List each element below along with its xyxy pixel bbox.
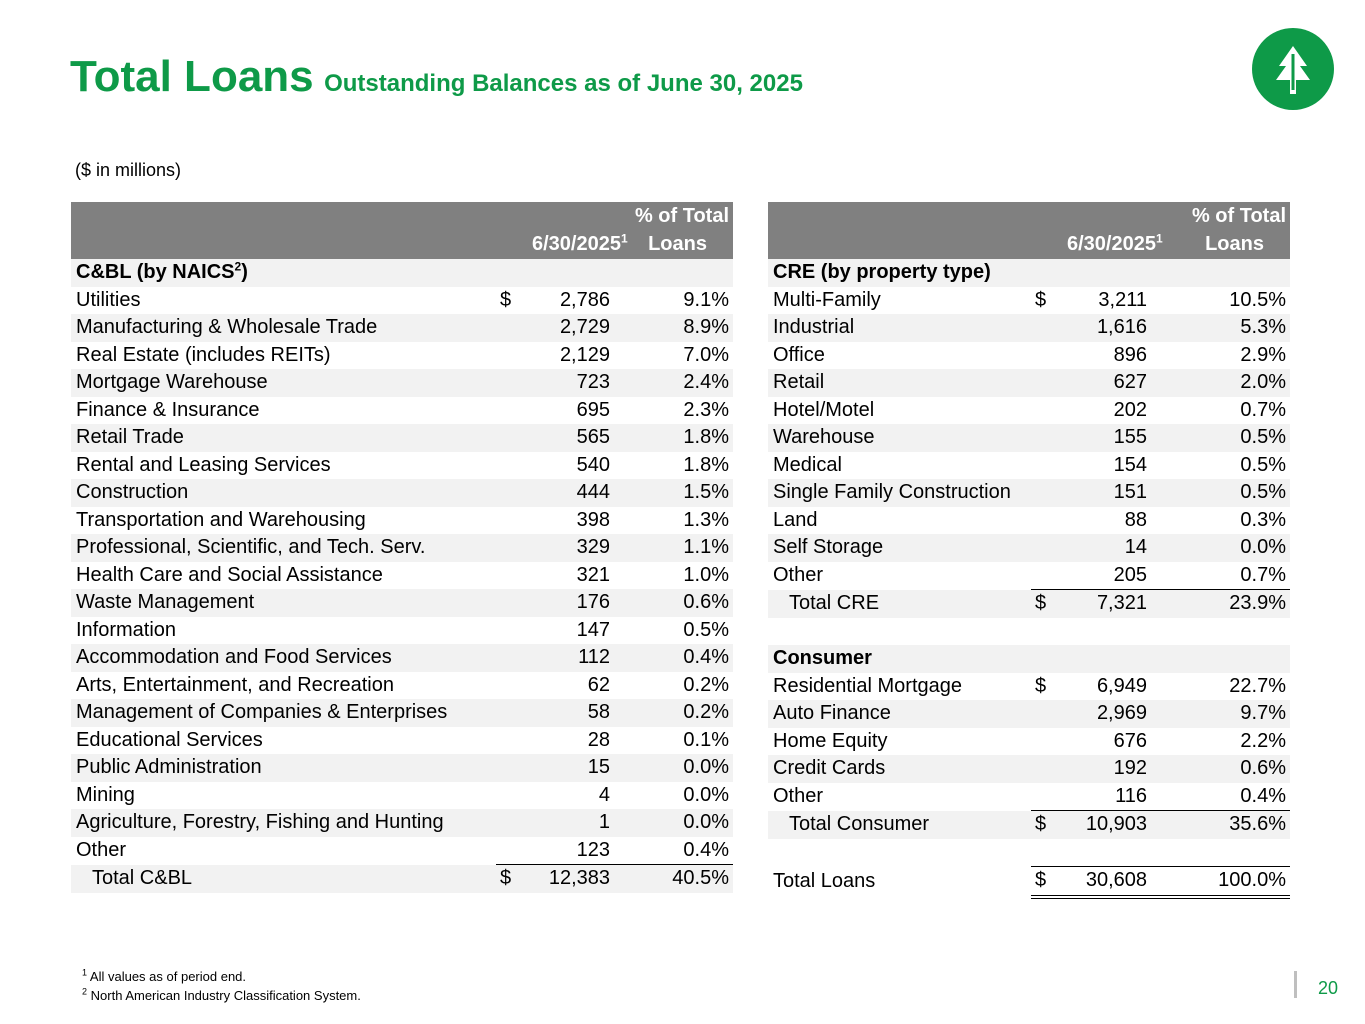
table-row (71, 672, 733, 700)
row-dollar (496, 754, 532, 782)
row-amount: 154 (1113, 453, 1147, 476)
row-dollar (496, 672, 532, 700)
table-row (768, 562, 1290, 590)
footnote-1: $^1$ All values as of period end. (82, 967, 247, 984)
tree-icon (1252, 28, 1334, 110)
row-label: Accommodation and Food Services (71, 644, 496, 672)
row-dollar: $ (1035, 674, 1047, 697)
table-row (768, 673, 1290, 701)
total-row-cre (768, 590, 1290, 618)
row-pct: 0.0% (683, 783, 729, 806)
row-dollar (496, 534, 532, 562)
row-amount: 12,383 (532, 865, 610, 893)
table-row (71, 782, 733, 810)
row-amount: 155 (1067, 424, 1147, 452)
title-subtitle: Outstanding Balances as of June 30, 2025 (324, 70, 803, 97)
table-row (768, 755, 1290, 783)
footnotes (82, 967, 361, 1005)
table-row (768, 700, 1290, 728)
row-pct: 100.0% (1147, 867, 1290, 897)
row-dollar (496, 617, 532, 645)
row-label: Information (76, 618, 177, 641)
cre-consumer-table (768, 202, 1290, 899)
row-dollar (496, 782, 532, 810)
row-dollar (496, 397, 532, 425)
table-row (71, 479, 733, 507)
row-label: Hotel/Motel (773, 398, 875, 421)
row-label: Health Care and Social Assistance (76, 563, 383, 586)
row-amount: 3,211 (1098, 288, 1147, 311)
row-pct: 0.4% (610, 644, 733, 672)
row-pct: 23.9% (1147, 590, 1290, 618)
row-label: Industrial (768, 314, 1031, 342)
row-dollar (1031, 424, 1067, 452)
row-amount: 30,608 (1067, 867, 1147, 897)
row-label: Auto Finance (768, 700, 1031, 728)
row-amount: 627 (1067, 369, 1147, 397)
row-dollar (1031, 700, 1067, 728)
row-label: Other (76, 839, 127, 861)
row-pct: 2.0% (1147, 369, 1290, 397)
row-amount: 444 (532, 479, 610, 507)
row-label: Total CRE (768, 590, 1031, 618)
row-amount: 205 (1067, 562, 1147, 590)
row-amount: 6,949 (1096, 674, 1147, 697)
row-pct: 1.8% (683, 453, 729, 476)
row-dollar (496, 452, 532, 480)
row-pct: 0.6% (1147, 755, 1290, 783)
row-amount: 10,903 (1067, 811, 1147, 839)
total-row-loans (768, 867, 1290, 897)
table-row (768, 479, 1290, 507)
row-pct: 5.3% (1147, 314, 1290, 342)
units-note: ($ in millions) (75, 160, 182, 180)
row-pct: 1.1% (610, 534, 733, 562)
row-dollar (496, 562, 532, 590)
row-label: Total C&BL (71, 865, 496, 893)
table-row (768, 424, 1290, 452)
total-row-cbl (71, 865, 733, 893)
row-dollar (496, 699, 532, 727)
row-amount: 540 (576, 453, 610, 476)
row-dollar (1031, 507, 1067, 535)
table-header (71, 202, 733, 259)
row-label: Management of Companies & Enterprises (71, 699, 496, 727)
row-amount: 15 (532, 754, 610, 782)
row-pct: 0.0% (610, 754, 733, 782)
row-dollar (496, 644, 532, 672)
company-logo (1252, 28, 1334, 110)
row-dollar (1031, 755, 1067, 783)
row-amount: 329 (532, 534, 610, 562)
row-label: Warehouse (768, 424, 1031, 452)
spacer-row (768, 839, 1290, 867)
row-dollar (496, 727, 532, 755)
row-amount: 7,321 (1067, 590, 1147, 618)
row-label: Finance & Insurance (76, 398, 260, 421)
table-row (768, 534, 1290, 562)
row-pct: 10.5% (1229, 288, 1286, 311)
row-label: Construction (71, 479, 496, 507)
table-row (71, 287, 733, 315)
row-amount: 896 (1113, 343, 1147, 366)
row-label: Residential Mortgage (773, 674, 962, 697)
table-row (71, 837, 733, 865)
cbl-table (71, 202, 733, 893)
table-row (71, 452, 733, 480)
row-amount: 123 (576, 838, 610, 861)
row-amount: 565 (532, 424, 610, 452)
row-amount: 676 (1113, 729, 1147, 752)
row-amount: 88 (1124, 508, 1147, 531)
header-pct: % of Total Loans (1147, 202, 1290, 259)
row-label: Rental and Leasing Services (76, 453, 331, 476)
row-label: Manufacturing & Wholesale Trade (71, 314, 496, 342)
row-amount: 2,129 (559, 343, 610, 366)
spacer-row (768, 618, 1290, 646)
row-pct: 0.0% (1147, 534, 1290, 562)
row-amount: 112 (532, 644, 610, 672)
row-amount: 1 (532, 809, 610, 837)
row-label: Self Storage (768, 534, 1031, 562)
row-pct: 2.3% (683, 398, 729, 421)
row-amount: 4 (598, 783, 610, 806)
row-amount: 2,729 (532, 314, 610, 342)
table-row (71, 727, 733, 755)
row-pct: 0.1% (683, 728, 729, 751)
table-row (768, 783, 1290, 811)
row-amount: 62 (587, 673, 610, 696)
row-amount: 2,969 (1067, 700, 1147, 728)
row-dollar (1031, 728, 1067, 756)
header-date: 6/30/2025$^1$ (1067, 202, 1147, 259)
row-label: Utilities (76, 288, 141, 311)
row-dollar: $ (1031, 811, 1067, 839)
row-dollar: $ (500, 288, 512, 311)
row-amount: 695 (576, 398, 610, 421)
row-dollar (1031, 314, 1067, 342)
row-pct: 0.4% (1147, 783, 1290, 811)
row-pct: 0.0% (610, 809, 733, 837)
row-pct: 2.9% (1240, 343, 1286, 366)
section-consumer: Consumer (768, 645, 1290, 673)
row-pct: 9.7% (1147, 700, 1290, 728)
row-dollar: $ (1031, 867, 1067, 897)
header-pct: % of Total Loans (610, 202, 733, 259)
title-main: Total Loans (70, 52, 314, 101)
row-pct: 0.4% (683, 838, 729, 861)
table-row (71, 617, 733, 645)
row-label: Real Estate (includes REITs) (76, 343, 331, 366)
row-pct: 2.2% (1240, 729, 1286, 752)
table-row (768, 452, 1290, 480)
table-row (71, 644, 733, 672)
row-amount: 192 (1067, 755, 1147, 783)
table-row (71, 754, 733, 782)
row-label: Transportation and Warehousing (76, 508, 366, 531)
row-pct: 1.3% (683, 508, 729, 531)
row-dollar (496, 424, 532, 452)
table-header (768, 202, 1290, 259)
row-amount: 147 (576, 618, 610, 641)
row-pct: 1.8% (610, 424, 733, 452)
section-row (71, 259, 733, 287)
row-pct: 0.7% (1240, 398, 1286, 421)
row-label: Public Administration (71, 754, 496, 782)
page-number: 20 (1318, 978, 1339, 998)
row-pct: 35.6% (1147, 811, 1290, 839)
row-dollar: $ (1031, 590, 1067, 618)
table-row (71, 424, 733, 452)
row-amount: 723 (532, 369, 610, 397)
row-pct: 40.5% (610, 865, 733, 893)
total-row-consumer (768, 811, 1290, 839)
row-amount: 116 (1067, 783, 1147, 811)
table-row (71, 809, 733, 837)
table-row (768, 507, 1290, 535)
row-dollar (1031, 397, 1067, 425)
table-row (71, 342, 733, 370)
table-row (71, 534, 733, 562)
row-amount: 398 (576, 508, 610, 531)
row-dollar: $ (496, 865, 532, 893)
row-dollar: $ (1035, 288, 1047, 311)
row-amount: 1,616 (1067, 314, 1147, 342)
table-row (768, 369, 1290, 397)
row-label: Total Consumer (768, 811, 1031, 839)
section-cbl: C&BL (by NAICS$^2$) (71, 259, 733, 287)
table-row (71, 589, 733, 617)
row-label: Medical (773, 453, 842, 476)
row-label: Educational Services (76, 728, 263, 751)
row-label: Retail (768, 369, 1031, 397)
row-label: Arts, Entertainment, and Recreation (76, 673, 394, 696)
row-dollar (496, 342, 532, 370)
row-amount: 176 (532, 589, 610, 617)
row-pct: 0.3% (1240, 508, 1286, 531)
row-amount: 151 (1067, 479, 1147, 507)
row-label: Office (773, 343, 825, 366)
table-row (71, 314, 733, 342)
table-row (768, 397, 1290, 425)
row-label: Multi-Family (773, 288, 881, 311)
row-label: Mortgage Warehouse (71, 369, 496, 397)
row-amount: 28 (587, 728, 610, 751)
row-dollar (1031, 783, 1067, 811)
row-pct: 0.5% (1240, 453, 1286, 476)
row-dollar (496, 507, 532, 535)
table-row (768, 342, 1290, 370)
row-amount: 58 (532, 699, 610, 727)
table-row (71, 699, 733, 727)
row-pct: 0.2% (683, 673, 729, 696)
row-label: Other (773, 564, 824, 586)
row-label: Mining (76, 783, 135, 806)
row-label: Land (773, 508, 818, 531)
row-label: Retail Trade (71, 424, 496, 452)
row-dollar (496, 589, 532, 617)
row-label: Single Family Construction (768, 479, 1031, 507)
row-label: Professional, Scientific, and Tech. Serv. (71, 534, 496, 562)
section-cre: CRE (by property type) (768, 259, 1290, 287)
section-row (768, 259, 1290, 287)
table-row (71, 507, 733, 535)
row-dollar (496, 809, 532, 837)
row-pct: 1.0% (683, 563, 729, 586)
row-dollar (496, 369, 532, 397)
row-pct: 1.5% (610, 479, 733, 507)
section-row (768, 645, 1290, 673)
row-pct: 0.2% (610, 699, 733, 727)
table-row (71, 397, 733, 425)
row-dollar (1031, 562, 1067, 590)
row-label: Other (773, 785, 824, 807)
row-dollar (1031, 342, 1067, 370)
row-dollar (1031, 479, 1067, 507)
row-pct: 8.9% (610, 314, 733, 342)
row-label: Total Loans (773, 870, 876, 892)
row-dollar (1031, 452, 1067, 480)
row-pct: 0.5% (683, 618, 729, 641)
row-dollar (1031, 534, 1067, 562)
page-divider (1294, 971, 1297, 998)
header-date: 6/30/2025$^1$ (532, 202, 610, 259)
row-label: Home Equity (773, 729, 888, 752)
row-pct: 2.4% (610, 369, 733, 397)
page-title (70, 52, 803, 102)
row-pct: 9.1% (683, 288, 729, 311)
row-pct: 22.7% (1229, 674, 1286, 697)
row-pct: 0.7% (1147, 562, 1290, 590)
row-dollar (1031, 369, 1067, 397)
table-row (71, 562, 733, 590)
table-row (768, 728, 1290, 756)
row-pct: 0.5% (1147, 424, 1290, 452)
table-row (768, 314, 1290, 342)
row-pct: 0.6% (610, 589, 733, 617)
row-dollar (496, 479, 532, 507)
row-pct: 0.5% (1147, 479, 1290, 507)
row-amount: 14 (1067, 534, 1147, 562)
row-amount: 2,786 (559, 288, 610, 311)
row-amount: 321 (576, 563, 610, 586)
row-dollar (496, 837, 532, 865)
table-row (71, 369, 733, 397)
footnote-2: $^2$ North American Industry Classification System. (82, 986, 361, 1003)
row-label: Credit Cards (768, 755, 1031, 783)
table-row (768, 287, 1290, 315)
row-label: Waste Management (71, 589, 496, 617)
row-dollar (496, 314, 532, 342)
row-pct: 7.0% (683, 343, 729, 366)
row-amount: 202 (1113, 398, 1147, 421)
row-label: Agriculture, Forestry, Fishing and Hunting (71, 809, 496, 837)
